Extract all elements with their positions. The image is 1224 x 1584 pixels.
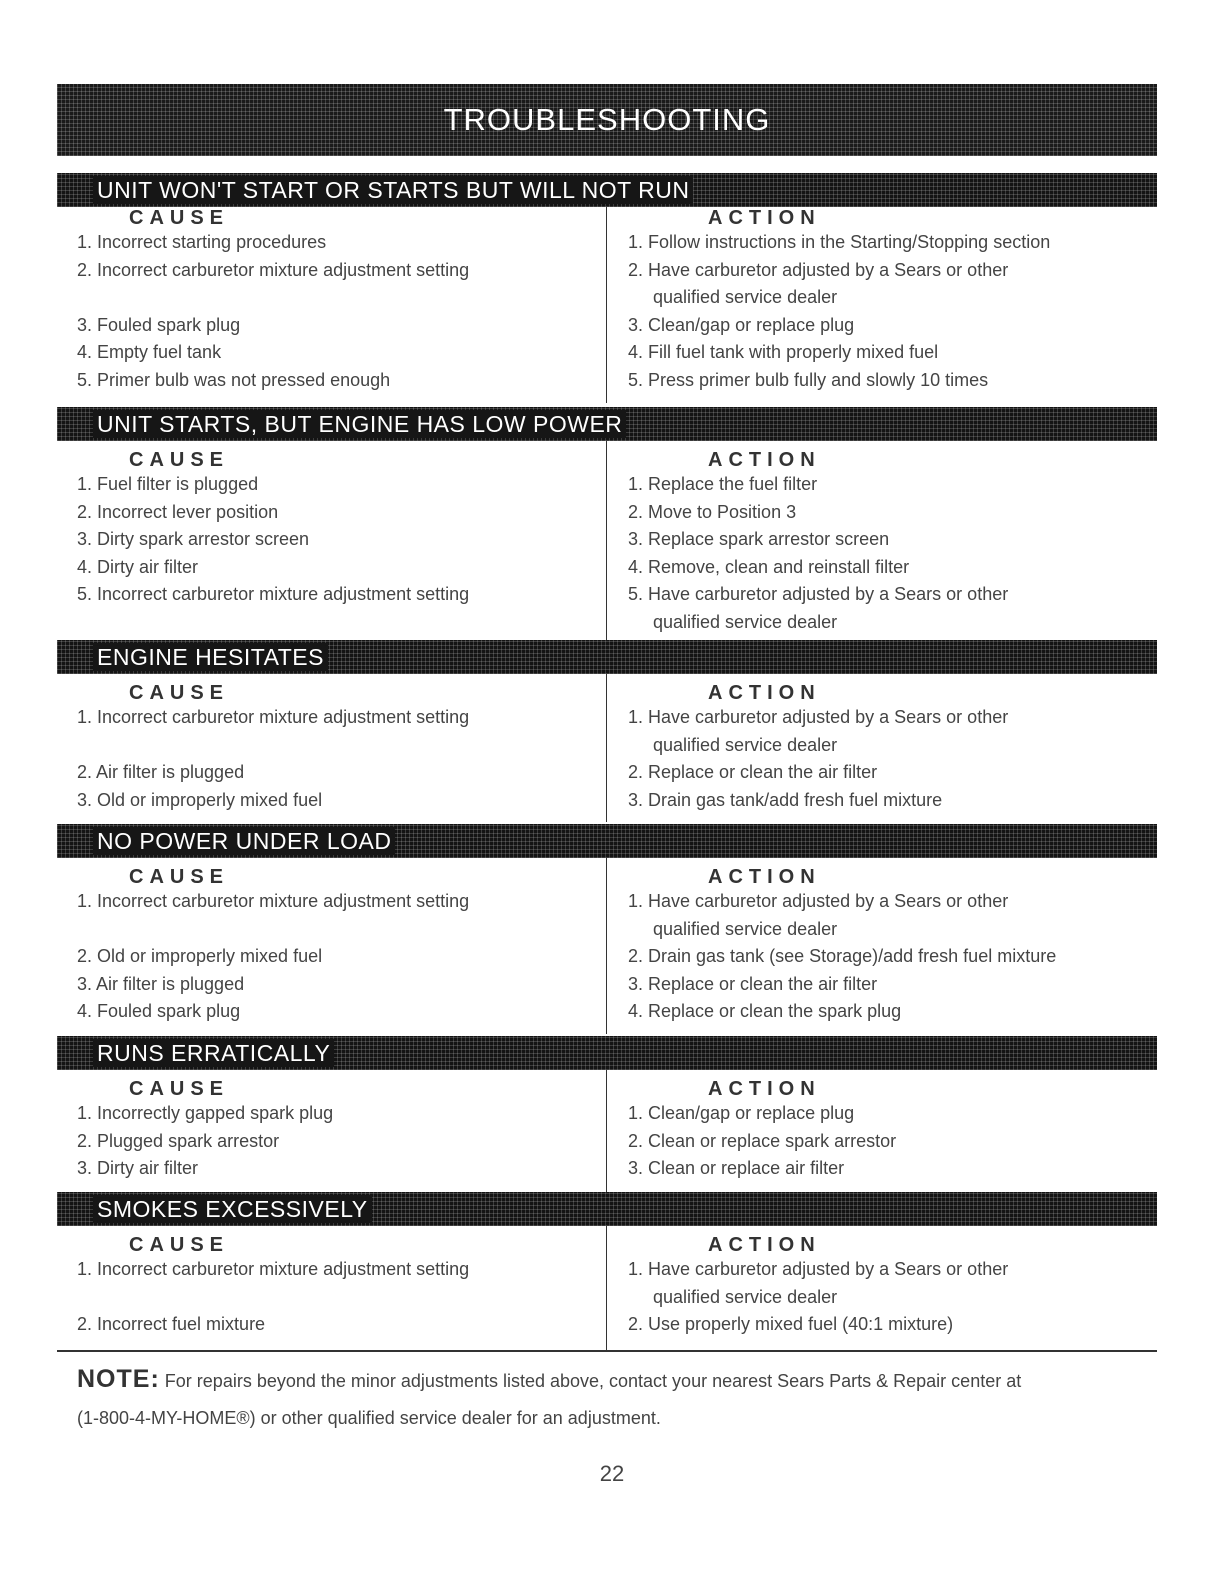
action-item: 2. Replace or clean the air filter: [628, 762, 878, 782]
section-header: ENGINE HESITATES: [57, 640, 1157, 674]
cause-heading: CAUSE: [129, 449, 230, 471]
action-column: [628, 866, 1148, 1026]
section-header: RUNS ERRATICALLY: [57, 1036, 1157, 1070]
action-item: 2. Move to Position 3: [628, 501, 797, 522]
section-header: UNIT WON'T START OR STARTS BUT WILL NOT RUN: [57, 173, 1157, 207]
action-item-continued: qualified service dealer: [653, 611, 838, 632]
column-divider: [606, 858, 607, 1034]
cause-item: 1. Incorrect carburetor mixture adjustment setting: [77, 707, 470, 727]
page-title-banner: [57, 84, 1157, 156]
section-low-power: [57, 407, 1157, 646]
cause-heading: CAUSE: [129, 682, 230, 704]
cause-item: 2. Incorrect lever position: [77, 501, 279, 522]
action-column: [628, 1234, 1148, 1339]
cause-column: [77, 207, 597, 394]
cause-item: 4. Fouled spark plug: [77, 1001, 241, 1021]
action-column: [628, 1078, 1148, 1183]
action-item: 2. Drain gas tank (see Storage)/add fresh fuel mixture: [628, 946, 1057, 966]
cause-heading: CAUSE: [129, 866, 230, 888]
page-number: 22: [599, 1461, 625, 1486]
action-item: 3. Clean or replace air filter: [628, 1158, 845, 1178]
cause-spacer: [77, 732, 597, 760]
action-heading: ACTION: [708, 1234, 821, 1256]
cause-item: 3. Dirty spark arrestor screen: [77, 529, 310, 549]
action-heading: ACTION: [708, 1078, 821, 1100]
action-item: 1. Have carburetor adjusted by a Sears or other: [628, 891, 1009, 911]
action-item: 5. Have carburetor adjusted by a Sears or other: [628, 584, 1009, 604]
action-item: 1. Replace the fuel filter: [628, 474, 818, 494]
cause-item: 2. Incorrect fuel mixture: [77, 1314, 266, 1334]
section-header: UNIT STARTS, BUT ENGINE HAS LOW POWER: [57, 407, 1157, 441]
action-heading: ACTION: [708, 207, 821, 229]
note-text-line2: (1-800-4-MY-HOME®) or other qualified service dealer for an adjustment.: [77, 1408, 661, 1428]
column-divider: [606, 207, 607, 403]
cause-item: 1. Incorrect starting procedures: [77, 232, 327, 252]
action-item: 4. Fill fuel tank with properly mixed fuel: [628, 342, 939, 362]
action-column: [628, 682, 1148, 814]
action-item-continued: qualified service dealer: [653, 918, 838, 939]
cause-column: [77, 1078, 597, 1183]
action-item: 3. Drain gas tank/add fresh fuel mixture: [628, 789, 943, 810]
action-column: [628, 207, 1148, 394]
cause-item: 4. Dirty air filter: [77, 556, 199, 577]
action-item: 1. Have carburetor adjusted by a Sears or other: [628, 707, 1009, 727]
action-item: 2. Have carburetor adjusted by a Sears or other: [628, 259, 1009, 280]
cause-item: 3. Old or improperly mixed fuel: [77, 789, 323, 810]
cause-item: 2. Plugged spark arrestor: [77, 1130, 280, 1151]
section-smokes-excessively: [57, 1192, 1157, 1350]
action-item-continued: qualified service dealer: [653, 1286, 838, 1307]
cause-column: [77, 866, 597, 1026]
action-column: [628, 449, 1148, 636]
column-divider: [606, 674, 607, 822]
cause-heading: CAUSE: [129, 207, 230, 229]
section-header: SMOKES EXCESSIVELY: [57, 1192, 1157, 1226]
cause-column: [77, 1234, 597, 1339]
page-title: TROUBLESHOOTING: [443, 102, 771, 137]
cause-spacer: [77, 916, 597, 944]
action-item: 4. Remove, clean and reinstall filter: [628, 556, 910, 577]
action-heading: ACTION: [708, 866, 821, 888]
cause-item: 5. Primer bulb was not pressed enough: [77, 369, 391, 390]
note-text-line1: For repairs beyond the minor adjustments listed above, contact your nearest Sears Parts & Repair center at: [164, 1371, 1022, 1391]
cause-item: 4. Empty fuel tank: [77, 342, 222, 362]
cause-item: 2. Incorrect carburetor mixture adjustment setting: [77, 259, 470, 280]
cause-item: 5. Incorrect carburetor mixture adjustment setting: [77, 584, 470, 604]
action-heading: ACTION: [708, 449, 821, 471]
cause-item: 2. Old or improperly mixed fuel: [77, 946, 323, 966]
cause-item: 1. Incorrect carburetor mixture adjustment setting: [77, 1259, 470, 1279]
cause-column: [77, 449, 597, 609]
cause-item: 3. Dirty air filter: [77, 1158, 199, 1178]
note-block: [77, 1361, 1157, 1437]
cause-column: [77, 682, 597, 814]
section-engine-hesitates: [57, 640, 1157, 822]
bottom-rule: [57, 1350, 1157, 1352]
action-item: 5. Press primer bulb fully and slowly 10 times: [628, 369, 989, 390]
action-item-continued: qualified service dealer: [653, 287, 838, 307]
action-item: 1. Have carburetor adjusted by a Sears or other: [628, 1259, 1009, 1279]
cause-item: 1. Incorrect carburetor mixture adjustment setting: [77, 891, 470, 911]
cause-item: 2. Air filter is plugged: [77, 762, 245, 782]
cause-heading: CAUSE: [129, 1234, 230, 1256]
action-item: 1. Follow instructions in the Starting/Stopping section: [628, 232, 1051, 252]
cause-spacer: [77, 1284, 597, 1312]
action-item: 4. Replace or clean the spark plug: [628, 1001, 902, 1021]
action-item: 1. Clean/gap or replace plug: [628, 1103, 855, 1123]
action-item: 2. Use properly mixed fuel (40:1 mixture): [628, 1314, 954, 1334]
cause-item: 3. Fouled spark plug: [77, 314, 241, 335]
section-header: NO POWER UNDER LOAD: [57, 824, 1157, 858]
action-item: 3. Clean/gap or replace plug: [628, 314, 855, 335]
cause-item: 1. Fuel filter is plugged: [77, 474, 259, 494]
column-divider: [606, 1070, 607, 1192]
action-item: 2. Clean or replace spark arrestor: [628, 1130, 897, 1151]
section-runs-erratically: [57, 1036, 1157, 1192]
cause-heading: CAUSE: [129, 1078, 230, 1100]
column-divider: [606, 441, 607, 646]
column-divider: [606, 1226, 607, 1350]
cause-item: 3. Air filter is plugged: [77, 973, 245, 994]
cause-spacer: [77, 284, 597, 312]
action-item: 3. Replace or clean the air filter: [628, 973, 878, 994]
section-wont-start: [57, 173, 1157, 403]
cause-item: 1. Incorrectly gapped spark plug: [77, 1103, 334, 1123]
action-heading: ACTION: [708, 682, 821, 704]
note-label: NOTE:: [77, 1365, 160, 1393]
section-no-power-under-load: [57, 824, 1157, 1034]
action-item: 3. Replace spark arrestor screen: [628, 529, 890, 549]
action-item-continued: qualified service dealer: [653, 734, 838, 755]
